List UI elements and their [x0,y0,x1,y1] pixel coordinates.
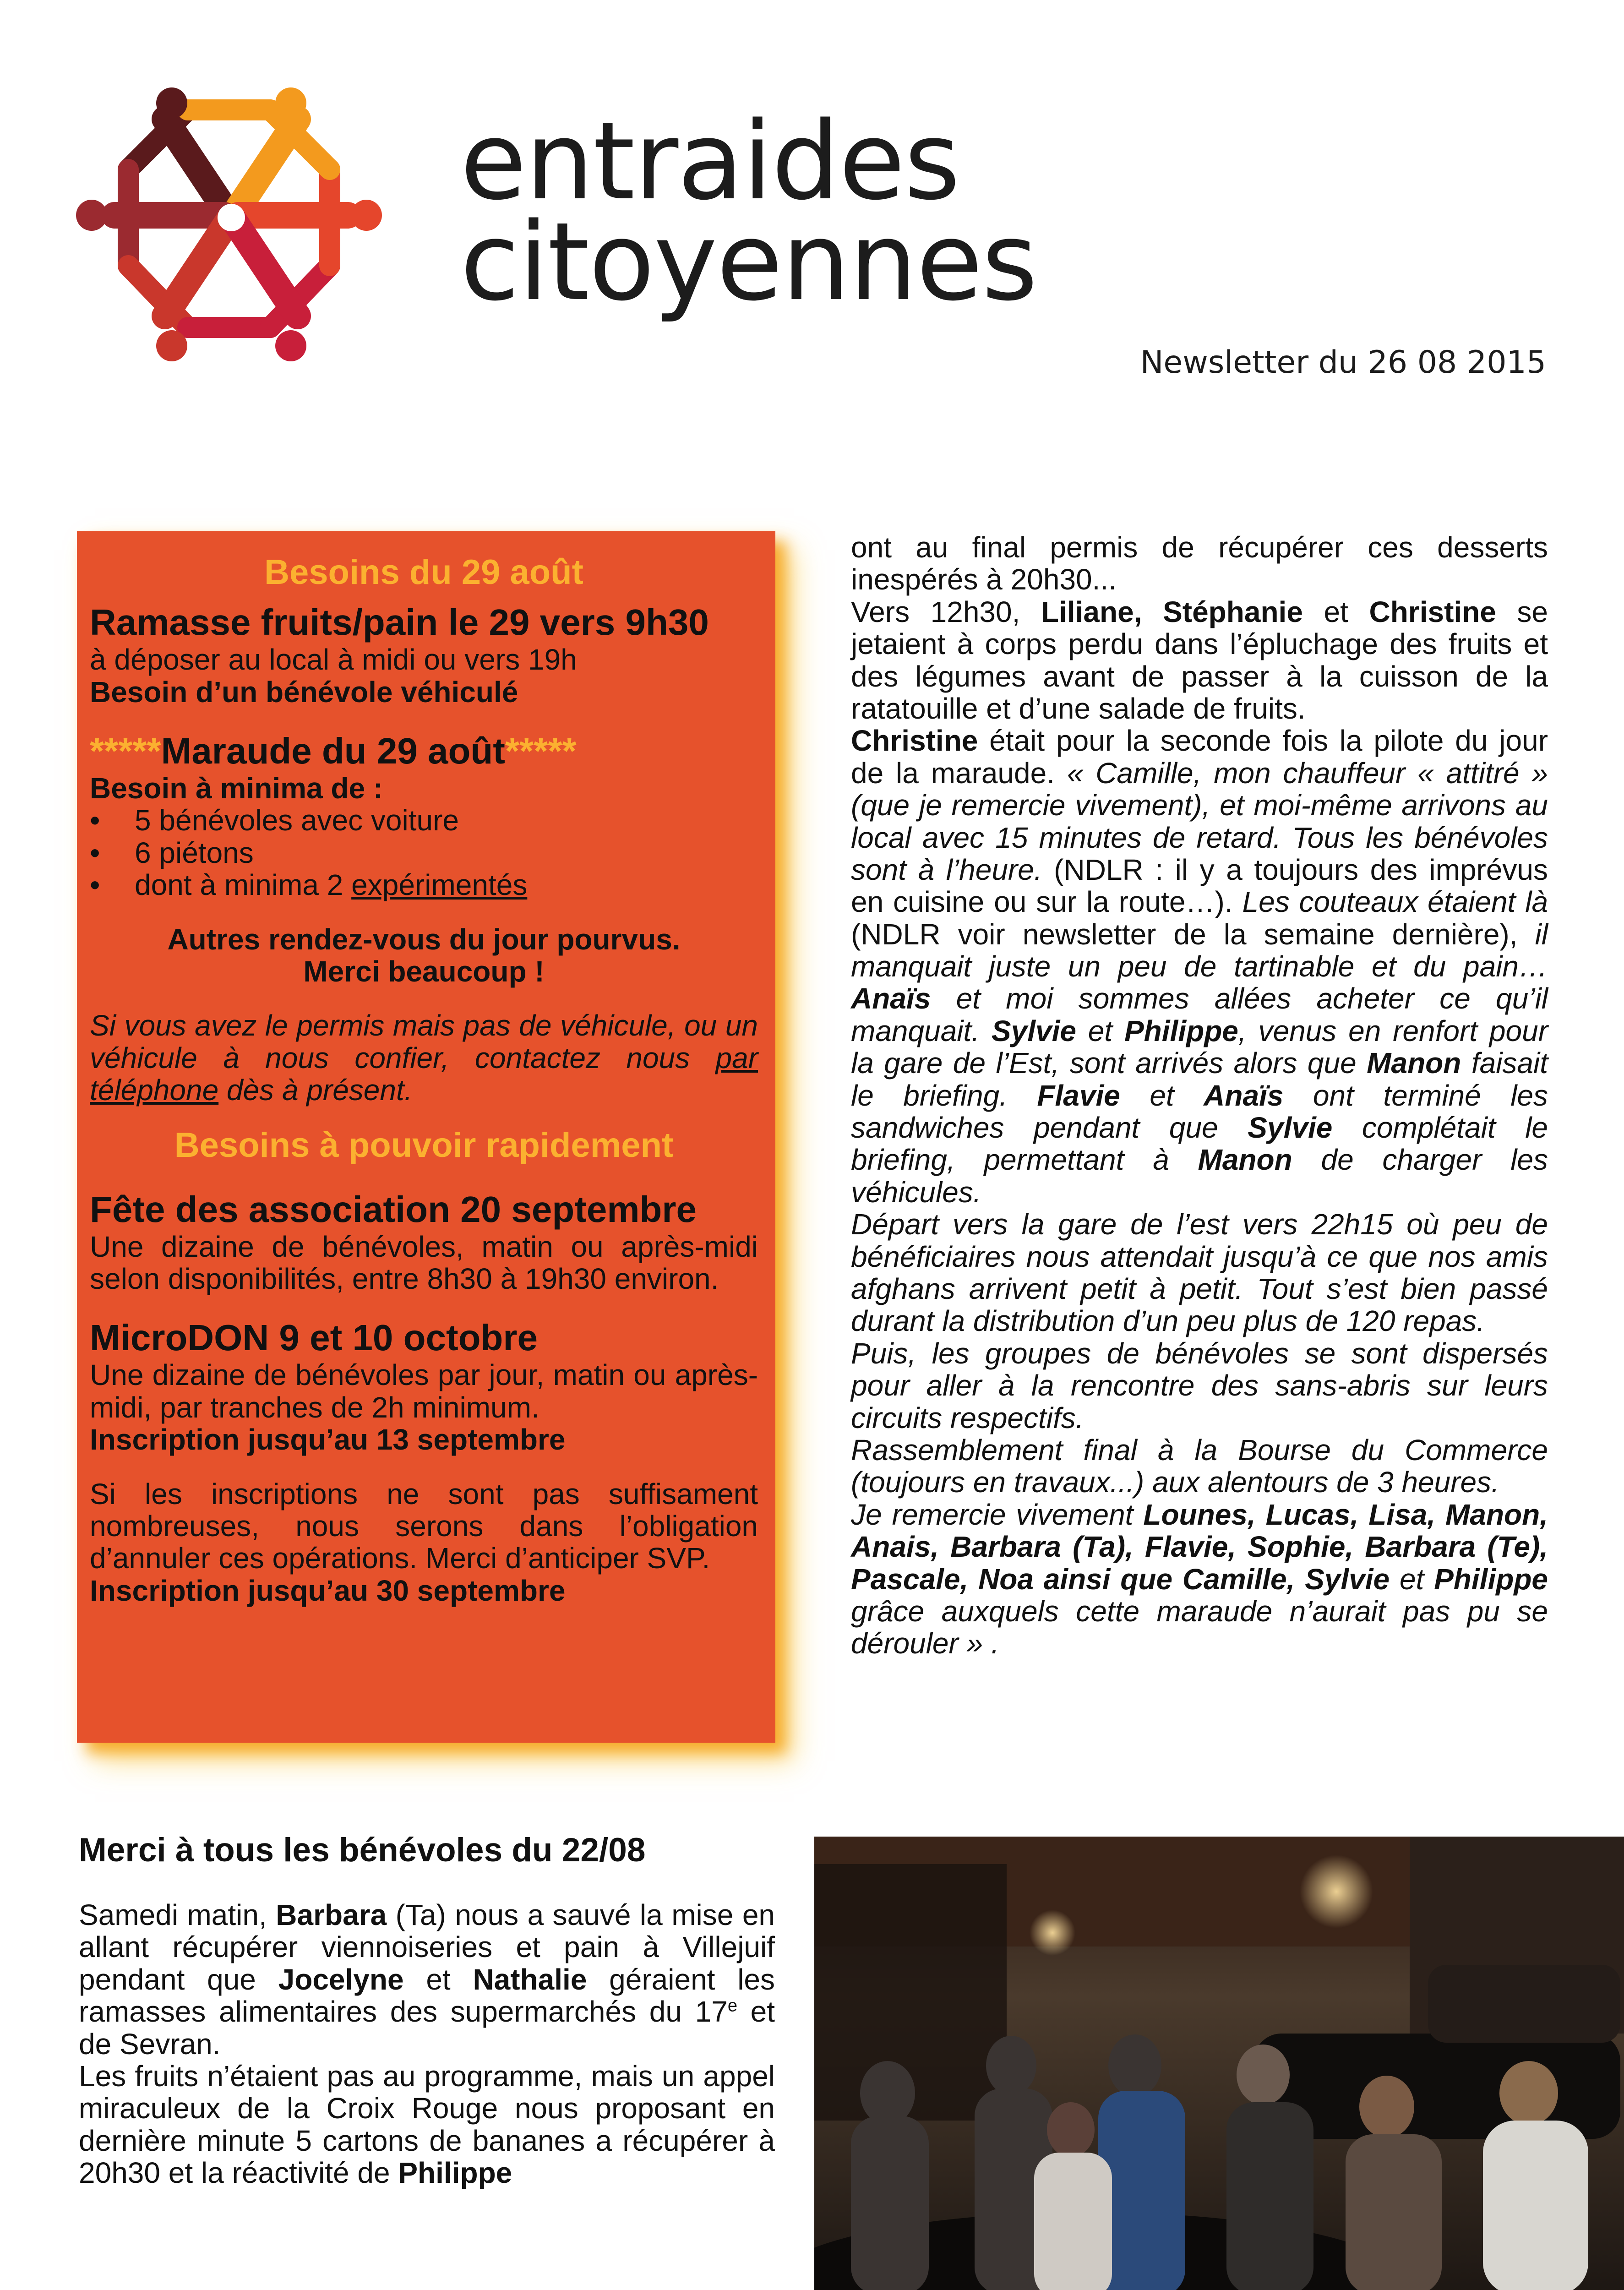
newsletter-date: Newsletter du 26 08 2015 [1140,344,1546,381]
microdon-text: Une dizaine de bénévoles par jour, matin ou après-midi, par tranches de 2h minimum. [90,1358,758,1424]
merci-p2: Les fruits n’étaient pas au programme, mais un appel miraculeux de la Croix Rouge nous proposant en dernière minute 5 cartons de bananes a récupérer à 20h30 et la réactivité de Philippe [79,2059,775,2190]
fete-title: Fête des association 20 septembre [90,1189,697,1230]
inscription-final: Inscription jusqu’au 30 septembre [90,1574,566,1607]
report-p3: Christine était pour la seconde fois la pilote du jour de la maraude. « Camille, mon chauffeur « attitré » (que je remercie vivement), et moi-même arrivons au local avec 15 minutes de retard. Tous les bénévoles sont à l’heure. (NDLR : il y a toujours des imprévus en cuisine ou sur la route…). Les couteaux étaient là (NDLR voir newsletter de la semaine dernière), il manquait juste un peu de tartinable et du pain… Anaïs et moi sommes allées acheter ce qu’il manquait. Sylvie et Philippe, venus en renfort pour la gare de l’Est, sont arrivés alors que Manon faisait le briefing. Flavie et Anaïs ont terminé les sandwiches pendant que Sylvie complétait le briefing, permettant à Manon de charger les véhicules. [851,724,1548,1209]
fete-text: Une dizaine de bénévoles, matin ou après-midi selon disponibilités, entre 8h30 à 19h30 environ. [90,1230,758,1296]
logo-figures-icon [73,78,394,371]
autres-line2: Merci beaucoup ! [303,954,545,988]
maraude-title [90,730,758,772]
list-item: • 5 bénévoles avec voiture [90,804,459,837]
report-p1: ont au final permis de récupérer ces desserts inespérés à 20h30... [851,531,1548,596]
report-p7: Je remercie vivement Lounes, Lucas, Lisa, Manon, Anais, Barbara (Ta), Flavie, Sophie, Barbara (Te), Pascale, Noa ainsi que Camille, Sylvie et Philippe grâce auxquels cette maraude n’aurait pas pu se dérouler » . [851,1498,1548,1660]
experimentes-underline: expérimentés [351,868,528,902]
autres-line1: Autres rendez-vous du jour pourvus. [167,922,681,956]
heading-besoins-29-aout: Besoins du 29 août [264,553,583,592]
needs-box [77,531,775,1743]
inscriptions-text: Si les inscriptions ne sont pas suffisament nombreuses, nous serons dans l’obligation d’annuler ces opérations. Merci d’anticiper SVP. [90,1477,758,1575]
ramasse-line1: à déposer au local à midi ou vers 19h [90,643,577,676]
maraude-report-column [851,531,1548,1660]
ramasse-title: Ramasse fruits/pain le 29 vers 9h30 [90,602,709,643]
merci-title: Merci à tous les bénévoles du 22/08 [79,1832,646,1869]
maraude-need: Besoin à minima de : [90,771,383,805]
merci-p1: Samedi matin, Barbara (Ta) nous a sauvé la mise en allant récupérer viennoiseries et pain à Villejuif pendant que Jocelyne et Nathalie géraient les ramasses alimentaires des supermarchés du 17e et de Sevran. [79,1898,775,2061]
microdon-title: MicroDON 9 et 10 octobre [90,1317,538,1358]
report-p5: Puis, les groupes de bénévoles se sont dispersés pour aller à la rencontre des sans-abris sur leurs circuits respectifs. [851,1336,1548,1434]
heading-besoins-rapidement: Besoins à pouvoir rapidement [174,1126,674,1165]
photo-illustration [814,1837,1624,2290]
permis-text: Si vous avez le permis mais pas de véhicule, ou un véhicule à nous confier, contactez nous par téléphone dès à présent. [90,1009,758,1107]
report-p2: Vers 12h30, Liliane, Stéphanie et Christine se jetaient à corps perdu dans l’épluchage des fruits et des légumes avant de passer à la cuisson de la ratatouille et d’une salade de fruits. [851,595,1548,725]
list-item: • 6 piétons [90,836,254,869]
merci-text [79,1899,775,2189]
stars-left: ***** [90,730,161,771]
telephone-link[interactable]: par téléphone [90,1041,758,1107]
microdon-inscription: Inscription jusqu’au 13 septembre [90,1423,566,1456]
list-item: • dont à minima 2 expérimentés [90,868,528,902]
ramasse-line2: Besoin d’un bénévole véhiculé [90,675,518,709]
stars-right: ***** [505,730,577,771]
logo [73,78,394,371]
maraude-title-text: Maraude du 29 août [161,730,505,771]
report-p6: Rassemblement final à la Bourse du Commerce (toujours en travaux...) aux alentours de 3 heures. [851,1433,1548,1499]
brand-name-line2: citoyennes [460,200,1037,325]
brand-name-line1: entraides [460,99,959,224]
report-p4: Départ vers la gare de l’est vers 22h15 où peu de bénéficiaires nous attendait jusqu’à ce que nos amis afghans arrivent petit à petit. Tout s’est bien passé durant la distribution d’un peu plus de 120 repas. [851,1208,1548,1338]
maraude-bullets [90,804,758,901]
volunteers-photo [814,1837,1624,2290]
